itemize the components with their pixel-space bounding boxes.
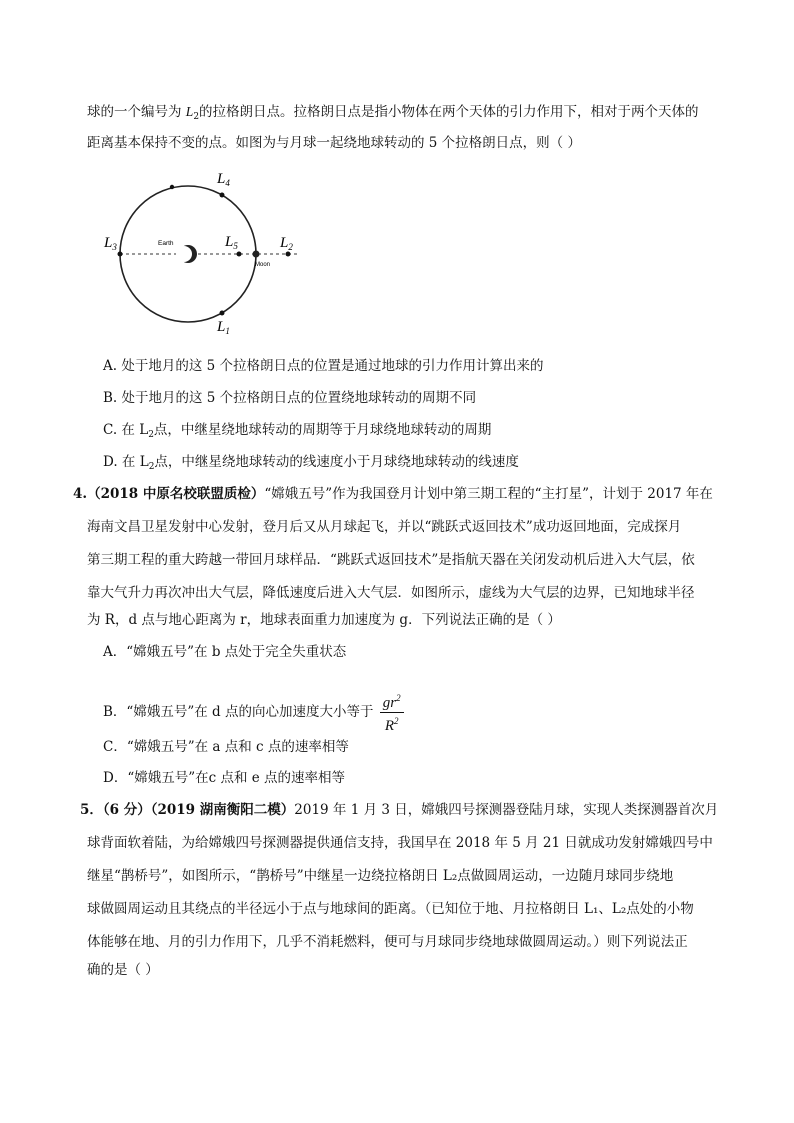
l3-point (118, 252, 123, 257)
l2-label: $L_2$ (280, 235, 293, 252)
q4-line-1: 4.（2018 中原名校联盟质检）“嫦娥五号”作为我国登月计划中第三期工程的“主打星”，计划于 2017 年在 (73, 486, 713, 502)
q5-line-5: 体能够在地、月的引力作用下，几乎不消耗燃料，便可与月球同步绕地球做圆周运动。）则下列说法正 (87, 934, 688, 950)
l4-point (220, 193, 225, 198)
q3-option-d: D. 在 $L_2$点，中继星绕地球转动的线速度小于月球绕地球转动的线速度 (103, 454, 519, 472)
q4-b-fraction: $\frac{gr^2}{R^2}$ (380, 690, 404, 735)
l3-label: $L_3$ (104, 235, 117, 252)
q4-source: （2018 中原名校联盟质检） (87, 486, 265, 502)
l1-label: $L_1$ (217, 319, 230, 336)
q4-option-a: A．“嫦娥五号”在 b 点处于完全失重状态 (103, 644, 347, 660)
q5-line-1: 5．（6 分）（2019 湖南衡阳二模）2019 年 1 月 3 日，嫦娥四号探测器登陆月球，实现人类探测器首次月 (80, 802, 719, 818)
q5-line-3: 继星“鹊桥号”，如图所示，“鹊桥号”中继星一边绕拉格朗日 L₂点做圆周运动，一边随月球同步绕地 (87, 868, 674, 884)
lagrange-points-diagram (100, 168, 330, 340)
q3-option-b: B. 处于地月的这 5 个拉格朗日点的位置绕地球转动的周期不同 (103, 390, 477, 406)
q4-option-b: B．“嫦娥五号”在 d 点的向心加速度大小等于 $\frac{gr^2}{R^2}$ (103, 690, 404, 735)
q4-option-c: C．“嫦娥五号”在 a 点和 c 点的速率相等 (103, 739, 349, 755)
earth-shadow (176, 246, 192, 262)
l2-point (286, 252, 291, 257)
q5-source: （2019 湖南衡阳二模） (150, 802, 295, 818)
q5-line-4: 球做圆周运动且其绕点的半径远小于点与地球间的距离。（已知位于地、月拉格朗日 L₁、L₂点处的小物 (87, 901, 694, 917)
q4-line-3: 第三期工程的重大跨越一带回月球样品．“跳跃式返回技术”是指航天器在关闭发动机后进入大气层，依 (87, 552, 695, 568)
q4-option-d: D．“嫦娥五号”在c 点和 e 点的速率相等 (103, 770, 346, 786)
q5-score: （6 分） (102, 802, 151, 818)
l5-point (237, 252, 242, 257)
intro-line-1: 球的一个编号为 $L_2$的拉格朗日点。拉格朗日点是指小物体在两个天体的引力作用下，相对于两个天体的 (87, 104, 699, 122)
moon-label: Moon (255, 262, 271, 268)
q4-line-5: 为 R，d 点与地心距离为 r，地球表面重力加速度为 g．下列说法正确的是（ ） (87, 612, 561, 628)
l1-point (220, 311, 225, 316)
q4-number: 4. (73, 486, 88, 502)
q5-line-2: 球背面软着陆，为给嫦娥四号探测器提供通信支持，我国早在 2018 年 5 月 21 日就成功发射嫦娥四号中 (87, 835, 713, 851)
q4-line-4: 靠大气升力再次冲出大气层，降低速度后进入大气层．如图所示，虚线为大气层的边界，已知地球半径 (87, 585, 695, 601)
orbit-marker-top (170, 185, 174, 189)
q3-option-c: C. 在 $L_2$点，中继星绕地球转动的周期等于月球绕地球转动的周期 (103, 422, 492, 440)
earth-label: Earth (158, 240, 174, 247)
l5-label: $L_5$ (225, 234, 238, 251)
l4-label: $L_4$ (217, 171, 230, 188)
q5-line-6: 确的是（ ） (87, 962, 159, 978)
q3-option-a: A. 处于地月的这 5 个拉格朗日点的位置是通过地球的引力作用计算出来的 (103, 358, 544, 374)
q5-number: 5． (80, 802, 103, 818)
intro-line-2: 距离基本保持不变的点。如图为与月球一起绕地球转动的 5 个拉格朗日点，则（ ） (87, 135, 581, 151)
moon-icon (253, 251, 260, 258)
q4-line-2: 海南文昌卫星发射中心发射，登月后又从月球起飞，并以“跳跃式返回技术”成功返回地面，完成探月 (87, 519, 682, 535)
